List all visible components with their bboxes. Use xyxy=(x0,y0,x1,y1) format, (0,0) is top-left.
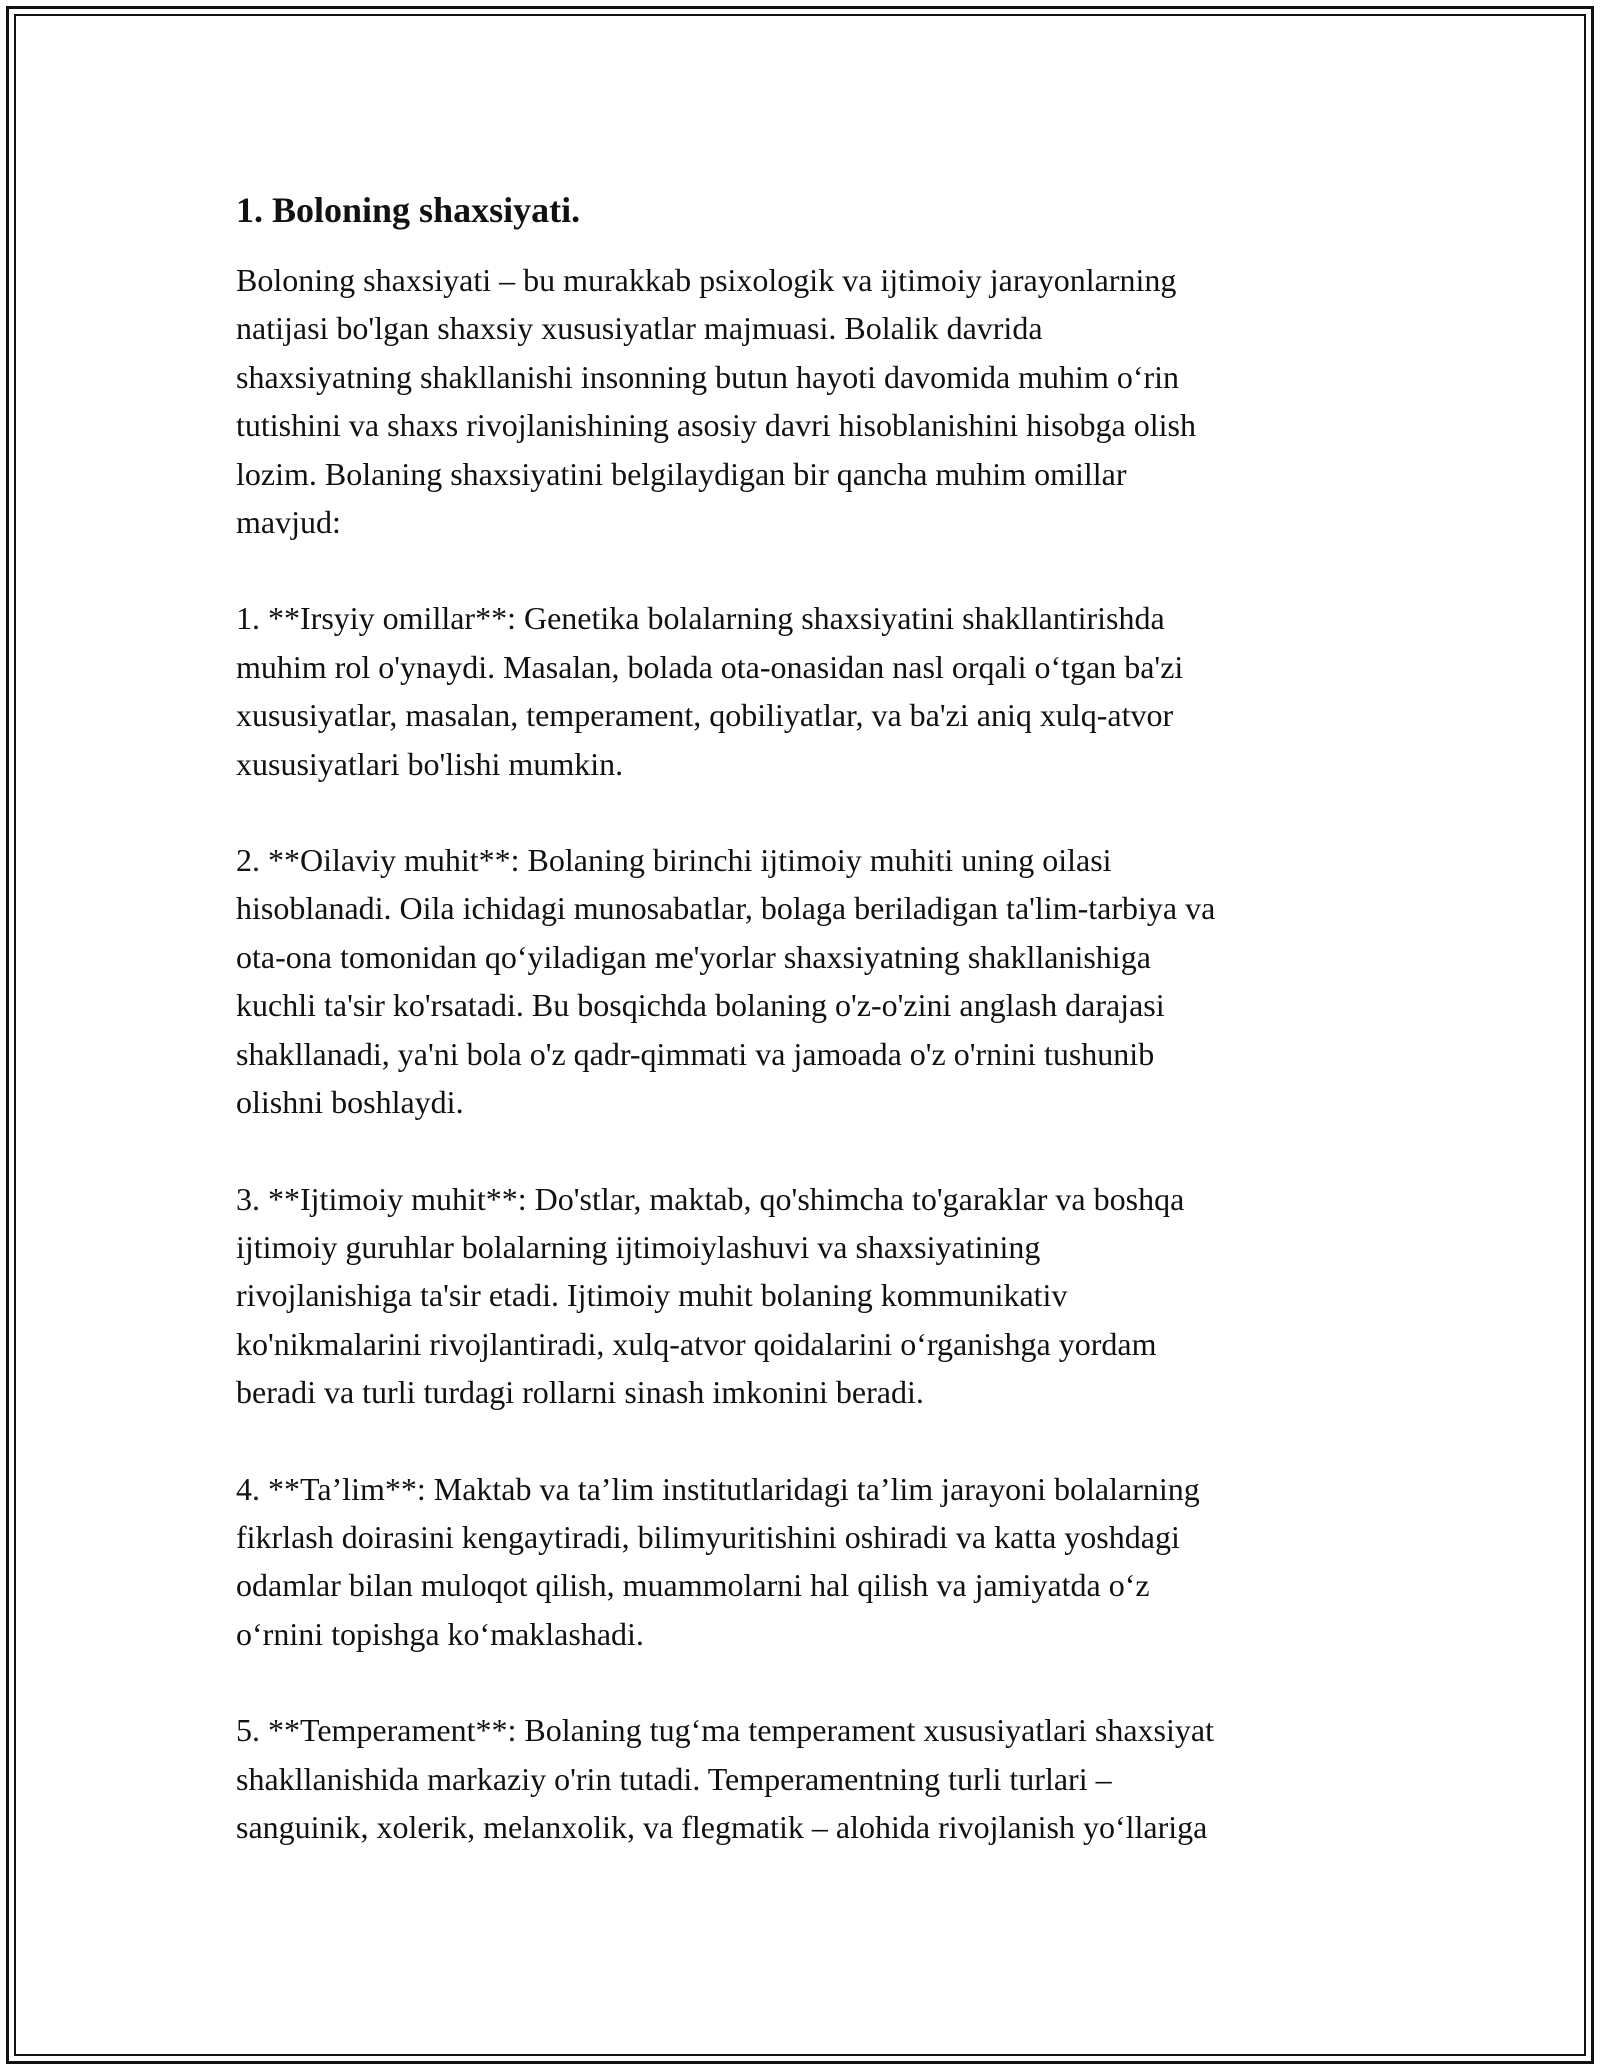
section-heading: 1. Boloning shaxsiyati. xyxy=(236,190,581,230)
paragraph-temperament: 5. **Temperament**: Bolaning tugʻma temperament xususiyatlari shaxsiyat shakllanishida markaziy o'rin tutadi. Temperamentning turli turlari – sanguinik, xolerik, melanxolik, va flegmatik – alohida rivojlanish yoʻllariga xyxy=(236,1712,1214,1845)
paragraph-social-environment: 3. **Ijtimoiy muhit**: Do'stlar, maktab, qo'shimcha to'garaklar va boshqa ijtimoiy guruhlar bolalarning ijtimoiylashuvi va shaxsiyatining rivojlanishiga ta'sir etadi. Ijtimoiy muhit bolaning kommunikativ ko'nikmalarini rivojlantiradi, xulq-atvor qoidalarini oʻrganishga yordam beradi va turli turdagi rollarni sinash imkonini beradi. xyxy=(236,1180,1185,1411)
document-body xyxy=(236,186,1366,1899)
paragraph-intro: Boloning shaxsiyati – bu murakkab psixologik va ijtimoiy jarayonlarning natijasi bo'lgan shaxsiy xususiyatlar majmuasi. Bolalik davrida shaxsiyatning shakllanishi insonning butun hayoti davomida muhim oʻrin tutishini va shaxs rivojlanishining asosiy davri hisoblanishini hisobga olish lozim. Bolaning shaxsiyatini belgilaydigan bir qancha muhim omillar mavjud: xyxy=(236,262,1196,541)
paragraph-hereditary-factors: 1. **Irsyiy omillar**: Genetika bolalarning shaxsiyatini shakllantirishda muhim rol o'ynaydi. Masalan, bolada ota-onasidan nasl orqali oʻtgan ba'zi xususiyatlar, masalan, temperament, qobiliyatlar, va ba'zi aniq xulq-atvor xususiyatlari bo'lishi mumkin. xyxy=(236,600,1184,782)
paragraph-family-environment: 2. **Oilaviy muhit**: Bolaning birinchi ijtimoiy muhiti uning oilasi hisoblanadi. Oila ichidagi munosabatlar, bolaga beriladigan ta'lim-tarbiya va ota-ona tomonidan qoʻyiladigan me'yorlar shaxsiyatning shakllanishiga kuchli ta'sir ko'rsatadi. Bu bosqichda bolaning o'z-o'zini anglash darajasi shakllanadi, ya'ni bola o'z qadr-qimmati va jamoada o'z o'rnini tushunib olishni boshlaydi. xyxy=(236,842,1216,1121)
paragraph-education: 4. **Ta’lim**: Maktab va ta’lim institutlaridagi ta’lim jarayoni bolalarning fikrlash doirasini kengaytiradi, bilimyuritishini oshiradi va katta yoshdagi odamlar bilan muloqot qilish, muammolarni hal qilish va jamiyatda oʻz oʻrnini topishga koʻmaklashadi. xyxy=(236,1470,1200,1652)
